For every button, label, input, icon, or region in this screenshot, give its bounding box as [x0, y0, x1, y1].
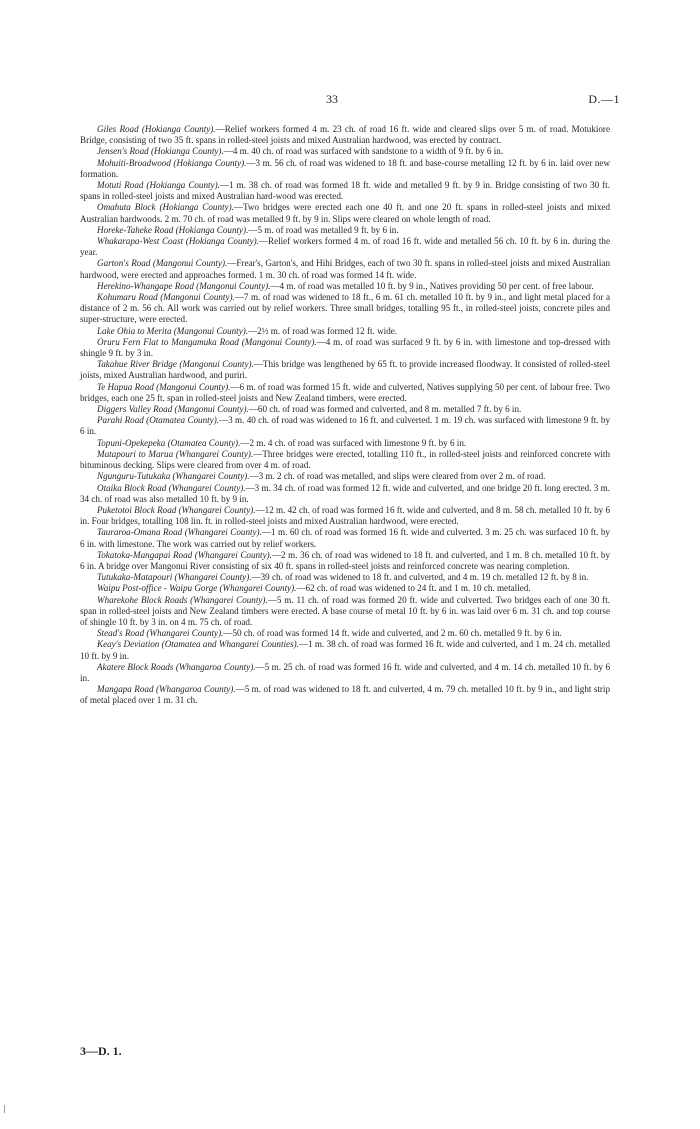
paragraph	[80, 236, 610, 258]
paragraph	[80, 326, 610, 337]
paragraph-body: —2 m. 36 ch. of road was widened to 18 ft. and culverted, and 1 m. 8 ch. metalled 10 ft. by 6 in. A bridge over Mangonui River consisting of six 40 ft. spans in rolled-steel joists and reinforced concrete was nearing completion.	[80, 549, 611, 571]
paragraph-body: —3 m. 34 ch. of road was formed 12 ft. wide and culverted, and one bridge 20 ft. long erected. 3 m. 34 ch. of road was also metalled 10 ft. by 9 in.	[80, 482, 610, 504]
paragraph	[80, 471, 610, 482]
paragraph-body: —4 m. of road was metalled 10 ft. by 9 in., Natives providing 50 per cent. of free labour.	[270, 280, 594, 291]
paragraph-body: —1 m. 60 ch. of road was formed 16 ft. wide and culverted. 3 m. 25 ch. was surfaced 10 ft. by 6 in. with limestone. The work was carried out by relief workers.	[80, 527, 610, 549]
paragraph-title: Giles Road (Hokianga County).	[97, 124, 216, 134]
paragraph-title: Lake Ohia to Merita (Mangonui County).	[97, 325, 249, 336]
margin-mark	[4, 1105, 5, 1113]
paragraph-body: —6 m. of road was formed 15 ft. wide and culverted, Natives supplying 50 per cent. of labour free. Two bridges, each one 25 ft. span in rolled-steel joists and New Zealand timbers, were erected.	[80, 381, 610, 403]
paragraph-title: Diggers Valley Road (Mangonui County).	[97, 404, 249, 415]
paragraph-body: —Relief workers formed 4 m. 23 ch. of road 16 ft. wide and cleared slips over 5 m. of road. Motukiore Bridge, consisting of two 35 ft. spans in rolled-steel joists and mixed Australian hardwood, was erected by contract.	[80, 124, 610, 146]
paragraph-body: —3 m. 2 ch. of road was metalled, and slips were cleared from over 2 m. of road.	[249, 471, 546, 482]
paragraph-title: Parahi Road (Otamatea County).	[97, 415, 220, 426]
paragraph-body: —50 ch. of road was formed 14 ft. wide and culverted, and 2 m. 60 ch. metalled 9 ft. by 6 in.	[223, 628, 562, 639]
paragraph-title: Te Hapua Road (Mangonui County).	[97, 381, 231, 392]
paragraph	[80, 382, 610, 404]
paragraph-title: Takahue River Bridge (Mangonui County).	[97, 359, 254, 370]
paragraph-body: —12 m. 42 ch. of road was formed 16 ft. wide and culverted, and 8 m. 58 ch. metalled 10 ft. by 6 in. Four bridges, totalling 108 lin. ft. in rolled-steel joists and mixed Australian hardwood, were erected.	[80, 504, 610, 527]
paragraph-title: Stead's Road (Whangarei County).	[97, 628, 224, 639]
paragraph-title: Whakarapa-West Coast (Hokianga County).	[97, 236, 259, 247]
paragraph-body: —2 m. 4 ch. of road was surfaced with limestone 9 ft. by 6 in.	[240, 437, 467, 448]
paragraph-title: Garton's Road (Mangonui County).	[97, 258, 228, 269]
paragraph	[80, 438, 610, 449]
page-signature: 3—D. 1.	[80, 1044, 122, 1058]
paragraph-body: —2½ m. of road was formed 12 ft. wide.	[248, 325, 398, 336]
paragraph-title: Keay's Deviation (Otamatea and Whangarei Counties).	[97, 639, 299, 650]
paragraph	[80, 684, 610, 706]
paragraph-title: Jensen's Road (Hokianga County).	[97, 146, 224, 157]
paragraph-title: Herekino-Whangape Road (Mangonui County).	[97, 280, 271, 291]
paragraph-title: Motuti Road (Hokianga County).	[97, 180, 220, 191]
paragraph	[80, 146, 610, 157]
paragraph	[80, 337, 610, 359]
paragraph	[80, 415, 610, 437]
paragraph	[80, 180, 610, 202]
paragraph	[80, 583, 610, 594]
paragraph	[80, 281, 610, 292]
paragraph	[80, 628, 610, 639]
paragraph-title: Waipu Post-office - Waipu Gorge (Whangarei County).	[97, 583, 297, 594]
paragraph	[80, 225, 610, 236]
paragraph-body: —5 m. of road was widened to 18 ft. and culverted, 4 m. 79 ch. metalled 10 ft. by 9 in., and light strip of metal placed over 1 m. 31 ch.	[80, 684, 611, 706]
page-number: 33	[326, 92, 338, 106]
paragraph-title: Oruru Fern Flat to Mangamuka Road (Mangonui County).	[97, 336, 317, 347]
paragraph-title: Topuni-Opekepeka (Otamatea County).	[97, 437, 241, 448]
paragraph	[80, 292, 610, 326]
paragraph	[80, 639, 610, 661]
paragraph	[80, 527, 610, 549]
page-header	[0, 92, 700, 108]
paragraph	[80, 595, 610, 629]
paragraph-body: —1 m. 38 ch. of road was formed 16 ft. wide and culverted, and 1 m. 24 ch. metalled 10 ft. by 9 in.	[80, 639, 610, 661]
paragraph-body: —62 ch. of road was widened to 24 ft. and 1 m. 10 ch. metalled.	[296, 583, 531, 594]
paragraph-body: —5 m. 25 ch. of road was formed 16 ft. wide and culverted, and 4 m. 14 ch. metalled 10 ft. by 6 in.	[80, 661, 610, 683]
paragraph	[80, 359, 610, 381]
paragraph-body: —Frear's, Garton's, and Hihi Bridges, each of two 30 ft. spans in rolled-steel joists and mixed Australian hardwood, were erected and approaches formed. 1 m. 30 ch. of road was formed 14 ft. wide.	[80, 258, 611, 280]
paragraph-body: —Three bridges were erected, totalling 110 ft., in rolled-steel joists and reinforced concrete with bituminous decking. Slips were cleared from over 4 m. of road.	[80, 448, 610, 471]
paragraph-body: —4 m. 40 ch. of road was surfaced with sandstone to a width of 9 ft. by 6 in.	[223, 146, 504, 157]
paragraph-body: —1 m. 38 ch. of road was formed 18 ft. wide and metalled 9 ft. by 9 in. Bridge consisting of two 30 ft. spans in rolled-steel joists and mixed Australian hard-wood was erected.	[80, 180, 610, 202]
paragraph-title: Kohumaru Road (Mangonui County).	[97, 292, 235, 303]
body-text	[80, 124, 610, 707]
paragraph	[80, 505, 610, 527]
section-code: D.—1	[588, 92, 620, 106]
paragraph-title: Omahuta Block (Hokianga County).	[97, 202, 234, 213]
paragraph-body: —60 ch. of road was formed and culverted, and 8 m. metalled 7 ft. by 6 in.	[248, 404, 522, 415]
paragraph-body: —Two bridges were erected each one 40 ft. and one 20 ft. spans in rolled-steel joists and mixed Australian hardwoods. 2 m. 70 ch. of road was metalled 9 ft. by 9 in. Slips were cleared on whole length of road.	[80, 202, 610, 224]
paragraph	[80, 202, 610, 224]
paragraph-title: Taurаroa-Omana Road (Whangarei County).	[97, 527, 262, 538]
paragraph-body: —3 m. 56 ch. of road was widened to 18 ft. and base-course metalling 12 ft. by 6 in. laid over new formation.	[80, 157, 611, 179]
paragraph-body: —4 m. of road was surfaced 9 ft. by 6 in. with limestone and top-dressed with shingle 9 ft. by 3 in.	[80, 336, 610, 359]
paragraph-title: Mohuiti-Broadwood (Hokianga County).	[97, 157, 247, 168]
paragraph	[80, 158, 610, 180]
paragraph-body: —Relief workers formed 4 m. of road 16 ft. wide and metalled 56 ch. 10 ft. by 6 in. during the year.	[80, 236, 610, 258]
paragraph-title: Ngunguru-Tutukaka (Whangarei County).	[97, 471, 250, 482]
paragraph-body: —5 m. 11 ch. of road was formed 20 ft. wide and culverted. Two bridges each of one 30 ft. span in rolled-steel joists and New Zealand timbers were erected. A base course of metal 10 ft. by 6 in. was laid over 6 m. 31 ch. and top course of shingle 10 ft. by 3 in. on 4 m. 75 ch. of road.	[80, 594, 610, 627]
paragraph	[80, 258, 610, 280]
paragraph-title: Horeke-Taheke Road (Hokianga County).	[97, 224, 249, 235]
paragraph	[80, 404, 610, 415]
paragraph-title: Tokatoka-Mangapai Road (Whangarei County).	[97, 549, 272, 560]
paragraph	[80, 124, 610, 146]
paragraph-body: —This bridge was lengthened by 65 ft. to provide increased floodway. It consisted of rolled-steel joists, mixed Australian hardwood, and puriri.	[80, 359, 610, 381]
paragraph-title: Tutukaka-Matapouri (Whangarei County).	[97, 572, 252, 583]
paragraph	[80, 662, 610, 684]
paragraph-body: —3 m. 40 ch. of road was widened to 16 ft. and culverted. 1 m. 19 ch. was surfaced with limestone 9 ft. by 6 in.	[80, 415, 610, 437]
paragraph-title: Mangapa Road (Whangaroa County).	[97, 684, 236, 695]
paragraph-title: Matapouri to Marua (Whangarei County).	[97, 448, 254, 459]
paragraph-body: —5 m. of road was metalled 9 ft. by 6 in.	[248, 224, 399, 235]
paragraph	[80, 572, 610, 583]
paragraph	[80, 550, 610, 572]
paragraph-title: Akatere Block Roads (Whangaroa County).	[97, 661, 256, 672]
paragraph	[80, 449, 610, 471]
paragraph-body: —7 m. of road was widened to 18 ft., 6 m. 61 ch. metalled 10 ft. by 9 in., and light metal placed for a distance of 2 m. 56 ch. All work was carried out by relief workers. Three small bridges, totalling 95 ft., in rolled-steel joists, concrete piles and super-structure, were erected.	[80, 292, 610, 325]
paragraph-title: Wharekohe Block Roads (Whangarei County).	[97, 594, 268, 605]
paragraph-body: —39 ch. of road was widened to 18 ft. and culverted, and 4 m. 19 ch. metalled 12 ft. by 8 in.	[251, 572, 589, 583]
paragraph-title: Puketotoi Block Road (Whangarei County).	[97, 504, 256, 515]
paragraph	[80, 483, 610, 505]
paragraph-title: Otaika Block Road (Whangarei County).	[97, 482, 246, 493]
